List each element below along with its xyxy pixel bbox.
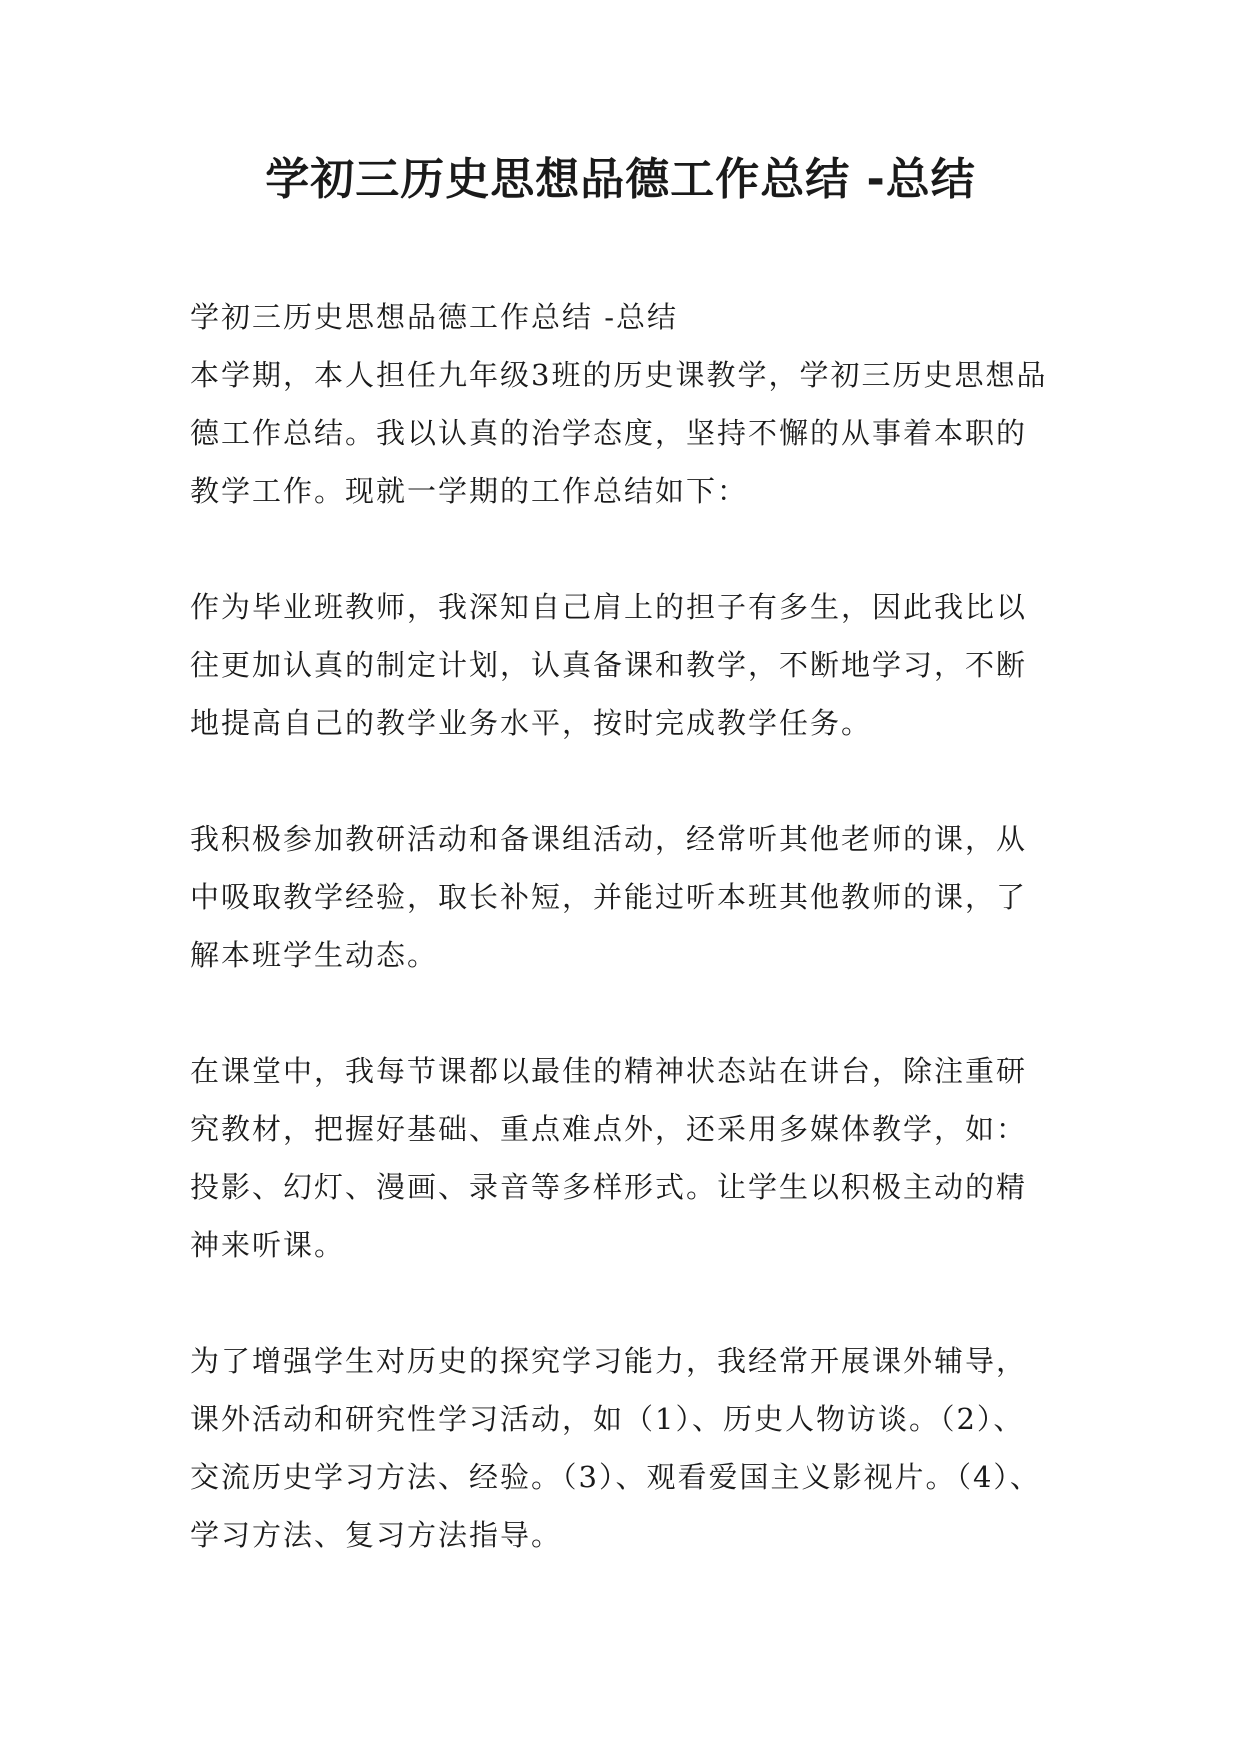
paragraph-spacer [190,520,1050,578]
paragraph-spacer [190,1274,1050,1332]
paragraph-1: 本学期，本人担任九年级3班的历史课教学，学初三历史思想品德工作总结。我以认真的治学态度，坚持不懈的从事着本职的教学工作。现就一学期的工作总结如下： [190,358,1048,508]
paragraph-2: 作为毕业班教师，我深知自己肩上的担子有多生，因此我比以往更加认真的制定计划，认真备课和教学，不断地学习，不断地提高自己的教学业务水平，按时完成教学任务。 [190,590,1028,740]
paragraph-spacer [190,984,1050,1042]
paragraph-3: 我积极参加教研活动和备课组活动，经常听其他老师的课，从中吸取教学经验，取长补短，并能过听本班其他教师的课，了解本班学生动态。 [190,822,1028,972]
document-title: 学初三历史思想品德工作总结 -总结 [265,154,976,205]
paragraph-4: 在课堂中，我每节课都以最佳的精神状态站在讲台，除注重研究教材，把握好基础、重点难点外，还采用多媒体教学，如：投影、幻灯、漫画、录音等多样形式。让学生以积极主动的精神来听课。 [190,1054,1028,1262]
paragraph-spacer [190,752,1050,810]
document-body [190,288,1050,1564]
subtitle-line: 学初三历史思想品德工作总结 -总结 [190,300,679,334]
paragraph-5: 为了增强学生对历史的探究学习能力，我经常开展课外辅导，课外活动和研究性学习活动，如（1）、历史人物访谈。（2）、交流历史学习方法、经验。（3）、观看爱国主义影视片。（4）、学习方法、复习方法指导。 [190,1344,1041,1552]
